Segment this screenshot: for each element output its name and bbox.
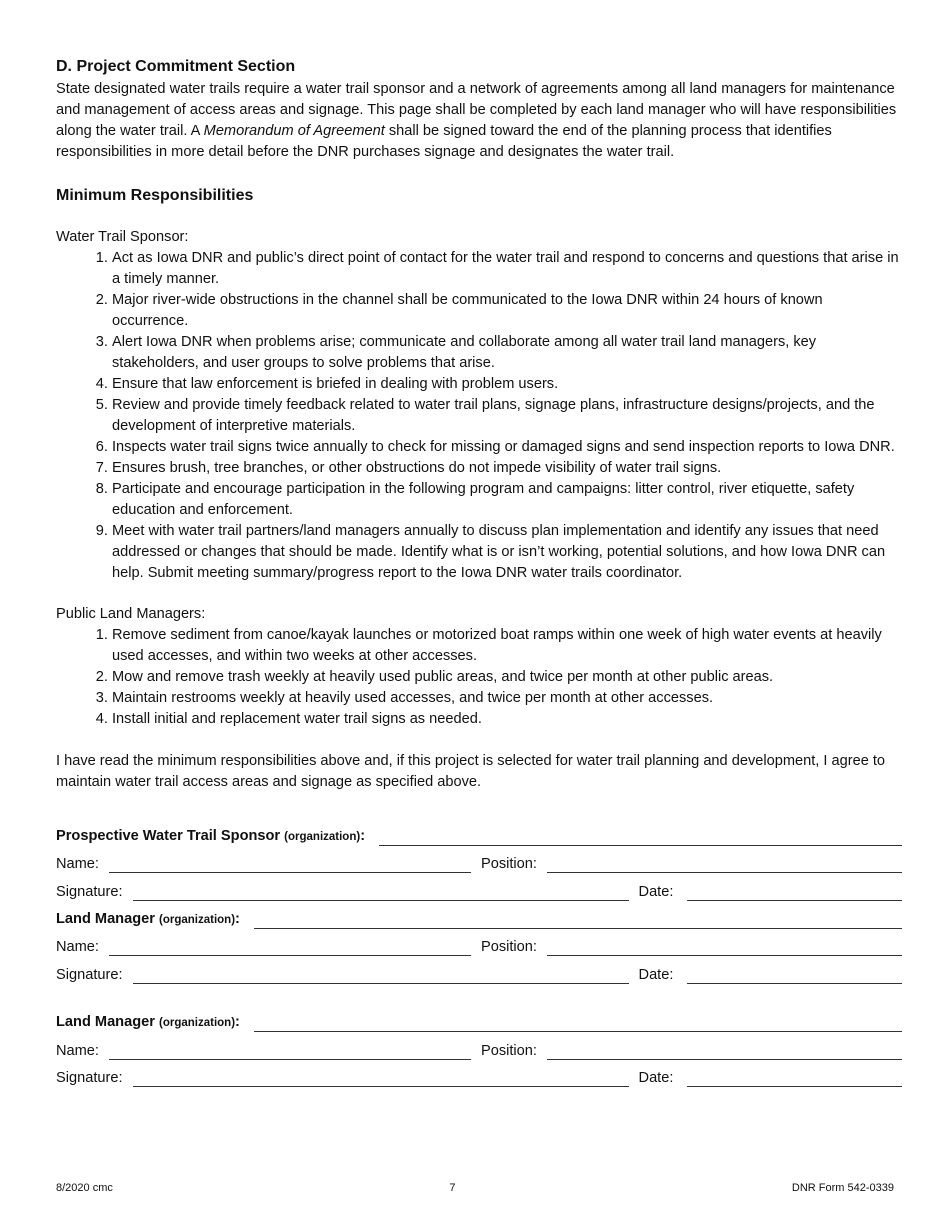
land-manager-1-signature-field[interactable] (133, 967, 629, 984)
section-title: D. Project Commitment Section (56, 58, 296, 75)
land-manager-1-name-field[interactable] (109, 939, 471, 956)
land-manager-1-org-field[interactable] (254, 912, 902, 929)
list-item: 7. Ensures brush, tree branches, or other obstructions do not impede visibility of water trail signs. (112, 458, 902, 479)
public-list (56, 625, 902, 730)
list-item: 6. Inspects water trail signs twice annually to check for missing or damaged signs and send inspection reports to Iowa DNR. (112, 437, 902, 458)
signature-date-row (56, 873, 902, 901)
land-manager-1-position-field[interactable] (547, 939, 902, 956)
position-label: Position: (480, 1042, 537, 1059)
sponsor-signature-field[interactable] (133, 884, 629, 901)
list-item: 1. Remove sediment from canoe/kayak launches or motorized boat ramps within one week of high water events at heavily used accesses, and within two weeks at other accesses. (112, 625, 902, 667)
signature-date-row (56, 956, 902, 984)
list-item: 4. Ensure that law enforcement is briefed in dealing with problem users. (112, 374, 902, 395)
sponsor-list (56, 248, 902, 584)
signature-form (56, 818, 902, 1087)
sponsor-label: Water Trail Sponsor: (56, 229, 189, 245)
agreement-statement: I have read the minimum responsibilities above and, if this project is selected for water trail planning and development, I agree to maintain water trail access areas and signage as specified above. (56, 753, 886, 790)
colon: : (360, 827, 366, 844)
list-item: 8. Participate and encourage participation in the following program and campaigns: litter control, river etiquette, safety education and enforcement. (112, 479, 902, 521)
signature-label: Signature: (56, 967, 123, 984)
page-number: 7 (449, 1182, 456, 1194)
name-position-row (56, 929, 902, 957)
land-manager-2-org-field[interactable] (254, 1015, 902, 1032)
public-land-managers-label: Public Land Managers: (56, 606, 206, 622)
list-item: 3. Alert Iowa DNR when problems arise; communicate and collaborate among all water trail land managers, key stakeholders, and user groups to solve problems that arise. (112, 332, 902, 374)
org-suffix: (organization) (159, 1016, 236, 1029)
list-item: 5. Review and provide timely feedback related to water trail plans, signage plans, infrastructure designs/projects, and the development of interpretive materials. (112, 395, 902, 437)
name-label: Name: (56, 939, 99, 956)
footer-date: 8/2020 cmc (56, 1182, 113, 1194)
intro-text-1: State designated water trails require a water trail sponsor and a network of agreements among all land managers for maintenance and management of access areas and signage. This page shall be completed by each land manager who will have responsibilities along the water trail. A (56, 81, 897, 139)
land-manager-label-text: Land Manager (56, 910, 155, 927)
date-label: Date: (638, 1070, 674, 1087)
land-manager-org-row (56, 1004, 902, 1032)
land-manager-label (56, 910, 250, 929)
land-manager-1-date-field[interactable] (687, 967, 902, 984)
list-item: 2. Major river-wide obstructions in the channel shall be communicated to the Iowa DNR within 24 hours of known occurrence. (112, 290, 902, 332)
land-manager-2-name-field[interactable] (109, 1043, 471, 1060)
land-manager-2-position-field[interactable] (547, 1043, 902, 1060)
name-label: Name: (56, 1042, 99, 1059)
land-manager-label (56, 1013, 250, 1032)
signature-date-row (56, 1060, 902, 1088)
list-item: 9. Meet with water trail partners/land managers annually to discuss plan implementation and identify any issues that need addressed or changes that should be made. Identify what is or isn’t working, potential solutions, and how Iowa DNR can help. Submit meeting summary/progress report to the Iowa DNR water trails coordinator. (112, 521, 902, 584)
sponsor-position-field[interactable] (547, 856, 902, 873)
sponsor-name-field[interactable] (109, 856, 471, 873)
sponsor-org-label-text: Prospective Water Trail Sponsor (56, 827, 281, 844)
document-page (56, 56, 902, 1087)
list-item: 1. Act as Iowa DNR and public’s direct point of contact for the water trail and respond to concerns and questions that arise in a timely manner. (112, 248, 902, 290)
minimum-responsibilities-title: Minimum Responsibilities (56, 187, 254, 204)
land-manager-2-signature-field[interactable] (133, 1070, 629, 1087)
land-manager-org-row (56, 901, 902, 929)
sponsor-date-field[interactable] (687, 884, 902, 901)
org-suffix: (organization) (284, 830, 361, 843)
intro-paragraph (56, 79, 902, 163)
land-manager-label-text: Land Manager (56, 1013, 155, 1030)
date-label: Date: (638, 967, 674, 984)
spacer (56, 984, 902, 1004)
sponsor-org-field[interactable] (379, 829, 902, 846)
position-label: Position: (480, 856, 537, 873)
colon: : (235, 910, 240, 927)
land-manager-2-date-field[interactable] (687, 1070, 902, 1087)
list-item: 2. Mow and remove trash weekly at heavily used public areas, and twice per month at other public areas. (112, 667, 902, 688)
position-label: Position: (480, 939, 537, 956)
signature-label: Signature: (56, 884, 123, 901)
form-number: DNR Form 542-0339 (791, 1182, 894, 1194)
name-position-row (56, 1032, 902, 1060)
colon: : (235, 1013, 240, 1030)
sponsor-org-label (56, 827, 375, 846)
intro-emphasis: Memorandum of Agreement (203, 123, 385, 139)
list-item: 3. Maintain restrooms weekly at heavily used accesses, and twice per month at other accesses. (112, 688, 902, 709)
date-label: Date: (638, 884, 674, 901)
name-label: Name: (56, 856, 99, 873)
intro-text-2: shall be signed toward the end of the planning process that identifies responsibilities in more detail before the DNR purchases signage and designates the water trail. (56, 123, 832, 160)
signature-label: Signature: (56, 1070, 123, 1087)
org-suffix: (organization) (159, 913, 236, 926)
page-footer (56, 1182, 894, 1194)
sponsor-org-row (56, 818, 902, 846)
name-position-row (56, 846, 902, 874)
list-item: 4. Install initial and replacement water trail signs as needed. (112, 709, 902, 730)
